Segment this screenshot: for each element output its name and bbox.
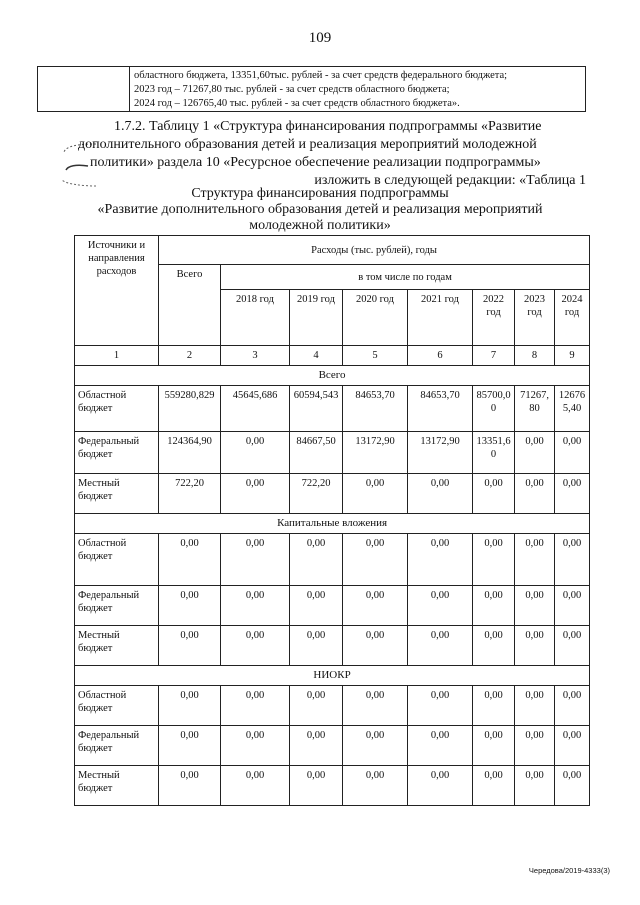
column-number: 9 bbox=[555, 346, 590, 366]
column-number: 3 bbox=[221, 346, 290, 366]
header-sources: Источники и направления расходов bbox=[75, 236, 159, 346]
section-title: Всего bbox=[75, 366, 590, 386]
column-number: 8 bbox=[515, 346, 555, 366]
amount-cell: 0,00 bbox=[290, 686, 343, 726]
budget-source-label: Областной бюджет bbox=[75, 686, 159, 726]
header-year: 2022 год bbox=[473, 290, 515, 346]
amount-cell: 0,00 bbox=[555, 626, 590, 666]
title-line: молодежной политики» bbox=[249, 218, 391, 233]
document-code: Чередова/2019-4333(3) bbox=[528, 866, 610, 875]
table-row bbox=[75, 626, 590, 666]
amount-cell: 0,00 bbox=[515, 766, 555, 806]
fragment-line: 2024 год – 126765,40 тыс. рублей - за счет средств областного бюджета». bbox=[134, 98, 460, 109]
header-year: 2021 год bbox=[408, 290, 473, 346]
header-expenses: Расходы (тыс. рублей), годы bbox=[159, 236, 590, 265]
amount-cell: 722,20 bbox=[290, 474, 343, 514]
paragraph-line: политики» раздела 10 «Ресурсное обеспечение реализации подпрограммы» bbox=[90, 155, 541, 170]
column-number: 7 bbox=[473, 346, 515, 366]
amount-cell: 0,00 bbox=[221, 686, 290, 726]
amount-cell: 0,00 bbox=[159, 686, 221, 726]
financing-table bbox=[74, 235, 590, 806]
amount-cell: 0,00 bbox=[408, 474, 473, 514]
amount-cell: 0,00 bbox=[290, 766, 343, 806]
amount-cell: 0,00 bbox=[473, 474, 515, 514]
amount-cell: 0,00 bbox=[221, 474, 290, 514]
amount-cell: 0,00 bbox=[473, 766, 515, 806]
amount-cell: 0,00 bbox=[473, 586, 515, 626]
amount-cell: 0,00 bbox=[515, 474, 555, 514]
fragment-left-cell bbox=[38, 67, 130, 111]
table-title bbox=[0, 186, 640, 234]
section-row bbox=[75, 514, 590, 534]
amount-cell: 0,00 bbox=[221, 432, 290, 474]
amount-cell: 0,00 bbox=[221, 766, 290, 806]
amount-cell: 0,00 bbox=[343, 586, 408, 626]
table-row bbox=[75, 586, 590, 626]
amount-cell: 0,00 bbox=[515, 686, 555, 726]
amount-cell: 0,00 bbox=[290, 626, 343, 666]
amount-cell: 0,00 bbox=[555, 432, 590, 474]
header-total: Всего bbox=[159, 265, 221, 346]
header-year: 2018 год bbox=[221, 290, 290, 346]
amount-cell: 0,00 bbox=[343, 766, 408, 806]
amount-cell: 559280,829 bbox=[159, 386, 221, 432]
amount-cell: 0,00 bbox=[159, 586, 221, 626]
amount-cell: 0,00 bbox=[343, 686, 408, 726]
table-row bbox=[75, 386, 590, 432]
amount-cell: 13172,90 bbox=[408, 432, 473, 474]
header-year: 2019 год bbox=[290, 290, 343, 346]
header-by-year: в том числе по годам bbox=[221, 265, 590, 290]
amount-cell: 0,00 bbox=[408, 766, 473, 806]
fragment-line: областного бюджета, 13351,60тыс. рублей - за счет средств федерального бюджета; bbox=[134, 70, 508, 81]
amount-cell: 0,00 bbox=[221, 586, 290, 626]
column-number: 2 bbox=[159, 346, 221, 366]
table-row bbox=[75, 432, 590, 474]
amount-cell: 85700,00 bbox=[473, 386, 515, 432]
section-row bbox=[75, 366, 590, 386]
budget-source-label: Федеральный бюджет bbox=[75, 432, 159, 474]
amount-cell: 0,00 bbox=[515, 432, 555, 474]
amount-cell: 0,00 bbox=[290, 586, 343, 626]
fragment-text bbox=[130, 67, 511, 111]
budget-source-label: Местный бюджет bbox=[75, 766, 159, 806]
amount-cell: 0,00 bbox=[159, 534, 221, 586]
amount-cell: 0,00 bbox=[555, 686, 590, 726]
amount-cell: 0,00 bbox=[555, 534, 590, 586]
budget-source-label: Областной бюджет bbox=[75, 534, 159, 586]
column-number: 1 bbox=[75, 346, 159, 366]
paragraph-line: дополнительного образования детей и реализация мероприятий молодежной bbox=[78, 137, 537, 152]
amount-cell: 0,00 bbox=[515, 534, 555, 586]
header-year: 2020 год bbox=[343, 290, 408, 346]
amount-cell: 0,00 bbox=[290, 534, 343, 586]
amount-cell: 126765,40 bbox=[555, 386, 590, 432]
table-row bbox=[75, 686, 590, 726]
amount-cell: 45645,686 bbox=[221, 386, 290, 432]
amount-cell: 124364,90 bbox=[159, 432, 221, 474]
amount-cell: 0,00 bbox=[555, 766, 590, 806]
amount-cell: 0,00 bbox=[515, 626, 555, 666]
paragraph-line: изложить в следующей редакции: «Таблица 1 bbox=[314, 173, 586, 188]
amount-cell: 84653,70 bbox=[408, 386, 473, 432]
budget-source-label: Местный бюджет bbox=[75, 474, 159, 514]
table-body bbox=[75, 366, 590, 806]
column-number: 4 bbox=[290, 346, 343, 366]
amount-cell: 13351,60 bbox=[473, 432, 515, 474]
table-row bbox=[75, 766, 590, 806]
amount-cell: 0,00 bbox=[408, 586, 473, 626]
column-number: 6 bbox=[408, 346, 473, 366]
amount-cell: 0,00 bbox=[221, 626, 290, 666]
fragment-line: 2023 год – 71267,80 тыс. рублей - за счет средств областного бюджета; bbox=[134, 84, 450, 95]
amount-cell: 71267,80 bbox=[515, 386, 555, 432]
amount-cell: 0,00 bbox=[408, 726, 473, 766]
amount-cell: 60594,543 bbox=[290, 386, 343, 432]
budget-source-label: Областной бюджет bbox=[75, 386, 159, 432]
amount-cell: 0,00 bbox=[159, 766, 221, 806]
amount-cell: 0,00 bbox=[408, 686, 473, 726]
header-year: 2023 год bbox=[515, 290, 555, 346]
amount-cell: 0,00 bbox=[408, 534, 473, 586]
amount-cell: 0,00 bbox=[473, 626, 515, 666]
amount-cell: 0,00 bbox=[159, 726, 221, 766]
amount-cell: 0,00 bbox=[515, 586, 555, 626]
section-title: НИОКР bbox=[75, 666, 590, 686]
column-number: 5 bbox=[343, 346, 408, 366]
amount-cell: 0,00 bbox=[515, 726, 555, 766]
budget-source-label: Местный бюджет bbox=[75, 626, 159, 666]
header-year: 2024 год bbox=[555, 290, 590, 346]
amount-cell: 0,00 bbox=[408, 626, 473, 666]
amount-cell: 0,00 bbox=[555, 586, 590, 626]
amount-cell: 0,00 bbox=[343, 726, 408, 766]
amount-cell: 0,00 bbox=[343, 474, 408, 514]
title-line: «Развитие дополнительного образования детей и реализация мероприятий bbox=[97, 202, 543, 217]
amount-cell: 0,00 bbox=[221, 534, 290, 586]
amount-cell: 0,00 bbox=[473, 686, 515, 726]
amount-cell: 13172,90 bbox=[343, 432, 408, 474]
amount-cell: 0,00 bbox=[221, 726, 290, 766]
title-line: Структура финансирования подпрограммы bbox=[191, 186, 449, 201]
paragraph-line: 1.7.2. Таблицу 1 «Структура финансирования подпрограммы «Развитие bbox=[114, 119, 542, 134]
budget-source-label: Федеральный бюджет bbox=[75, 586, 159, 626]
amount-cell: 0,00 bbox=[290, 726, 343, 766]
amount-cell: 0,00 bbox=[555, 726, 590, 766]
amount-cell: 0,00 bbox=[473, 726, 515, 766]
page-number: 109 bbox=[308, 30, 332, 46]
amount-cell: 0,00 bbox=[343, 626, 408, 666]
table-row bbox=[75, 534, 590, 586]
amount-cell: 0,00 bbox=[343, 534, 408, 586]
section-row bbox=[75, 666, 590, 686]
amount-cell: 722,20 bbox=[159, 474, 221, 514]
section-title: Капитальные вложения bbox=[75, 514, 590, 534]
amount-cell: 84667,50 bbox=[290, 432, 343, 474]
table-row bbox=[75, 474, 590, 514]
amount-cell: 0,00 bbox=[555, 474, 590, 514]
table-row bbox=[75, 726, 590, 766]
budget-source-label: Федеральный бюджет bbox=[75, 726, 159, 766]
amount-cell: 0,00 bbox=[473, 534, 515, 586]
amount-cell: 84653,70 bbox=[343, 386, 408, 432]
amount-cell: 0,00 bbox=[159, 626, 221, 666]
previous-table-fragment bbox=[37, 66, 586, 112]
amendment-paragraph bbox=[78, 118, 586, 190]
